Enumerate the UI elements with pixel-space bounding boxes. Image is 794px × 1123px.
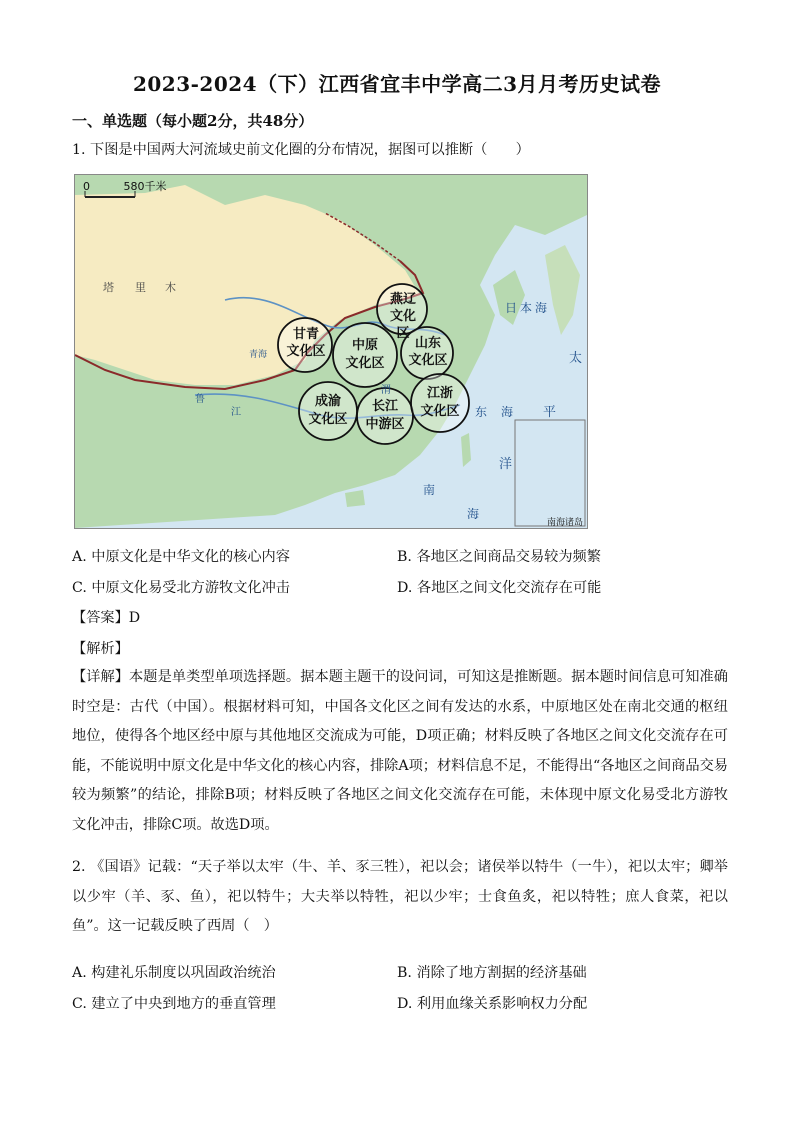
label-pacific-2: 平	[543, 405, 557, 420]
south-sea-inset	[515, 420, 585, 526]
label-south-sea-1: 南	[423, 483, 436, 497]
q1-option-b: B. 各地区之间商品交易较为频繁	[397, 549, 601, 565]
region-label-chengyu: 成渝 文化区	[308, 394, 348, 427]
region-label-shandong: 山东 文化区	[408, 336, 448, 368]
label-pacific-3: 洋	[499, 457, 513, 472]
scale-zero: 0	[83, 180, 90, 193]
label-south-sea-2: 海	[467, 507, 480, 521]
q1-option-d: D. 各地区之间文化交流存在可能	[397, 580, 602, 596]
q1-answer: 【答案】D	[72, 610, 141, 626]
label-yarlung: 鲁	[195, 394, 205, 405]
question-1-stem: 1. 下图是中国两大河流域史前文化圈的分布情况，据图可以推断（ ）	[72, 142, 530, 158]
section-heading: 一、单选题（每小题2分，共48分）	[72, 112, 314, 130]
question-2-stem: 2. 《国语》记载：“天子举以太牢（牛、羊、豕三牲），祀以会；诸侯举以特牛（一牛），祀以太牢；卿举以少牢（羊、豕、鱼），祀以特牛；大夫举以特牲，祀以少牢；士食鱼炙，祀以特牲；庶人食菜，祀以鱼”。这一记载反映了西周（ ）	[72, 859, 728, 935]
q1-option-c: C. 中原文化易受北方游牧文化冲击	[72, 580, 290, 596]
label-jiang: 江	[231, 407, 241, 418]
q2-option-c: C. 建立了中央到地方的垂直管理	[72, 996, 276, 1012]
label-east-sea-2: 海	[501, 405, 514, 419]
q2-option-d: D. 利用血缘关系影响权力分配	[397, 996, 588, 1012]
region-label-yanliao: 燕辽 文化区	[389, 292, 416, 341]
q2-option-b: B. 消除了地方割据的经济基础	[397, 965, 587, 981]
scale-distance: 580千米	[123, 180, 167, 193]
label-tarim-3: 木	[165, 281, 176, 294]
label-east-sea-1: 东	[475, 405, 488, 419]
label-pacific-1: 太	[569, 351, 583, 366]
culture-region-map	[74, 174, 588, 529]
label-wei: 渭	[381, 385, 391, 396]
exam-title: 2023-2024（下）江西省宜丰中学高二3月月考历史试卷	[132, 72, 662, 96]
region-label-ganqing: 甘青 文化区	[286, 327, 326, 359]
region-label-jiangzhe: 江浙 文化区	[420, 386, 460, 419]
q1-option-a: A. 中原文化是中华文化的核心内容	[72, 549, 290, 565]
region-label-changjiang: 长江 中游区	[365, 399, 405, 432]
q2-option-a: A. 构建礼乐制度以巩固政治统治	[72, 965, 276, 981]
q1-detail-paragraph: 【详解】本题是单类型单项选择题。据本题主题干的设问词，可知这是推断题。据本题时间信息可知准确时空是：古代（中国）。根据材料可知，中国各文化区之间有发达的水系，中原地区处在南北交通的枢纽地位，使得各个地区经中原与其他地区交流成为可能，D项正确；材料反映了各地区之间文化交流存在可能，不能说明中原文化是中华文化的核心内容，排除A项；材料信息不足，不能得出“各地区之间商品交易较为频繁”的结论，排除B项；材料反映了各地区之间文化交流存在可能，未体现中原文化易受北方游牧文化冲击，排除C项。故选D项。	[72, 669, 728, 833]
label-qinghai: 青海	[249, 350, 268, 360]
label-japan-sea: 日本海	[505, 301, 551, 315]
label-inset: 南海诸岛	[547, 518, 584, 528]
q1-analysis-label: 【解析】	[72, 641, 129, 657]
region-label-zhongyuan: 中原 文化区	[345, 338, 385, 371]
label-tarim-1: 塔	[103, 281, 114, 294]
label-tarim-2: 里	[135, 281, 146, 294]
